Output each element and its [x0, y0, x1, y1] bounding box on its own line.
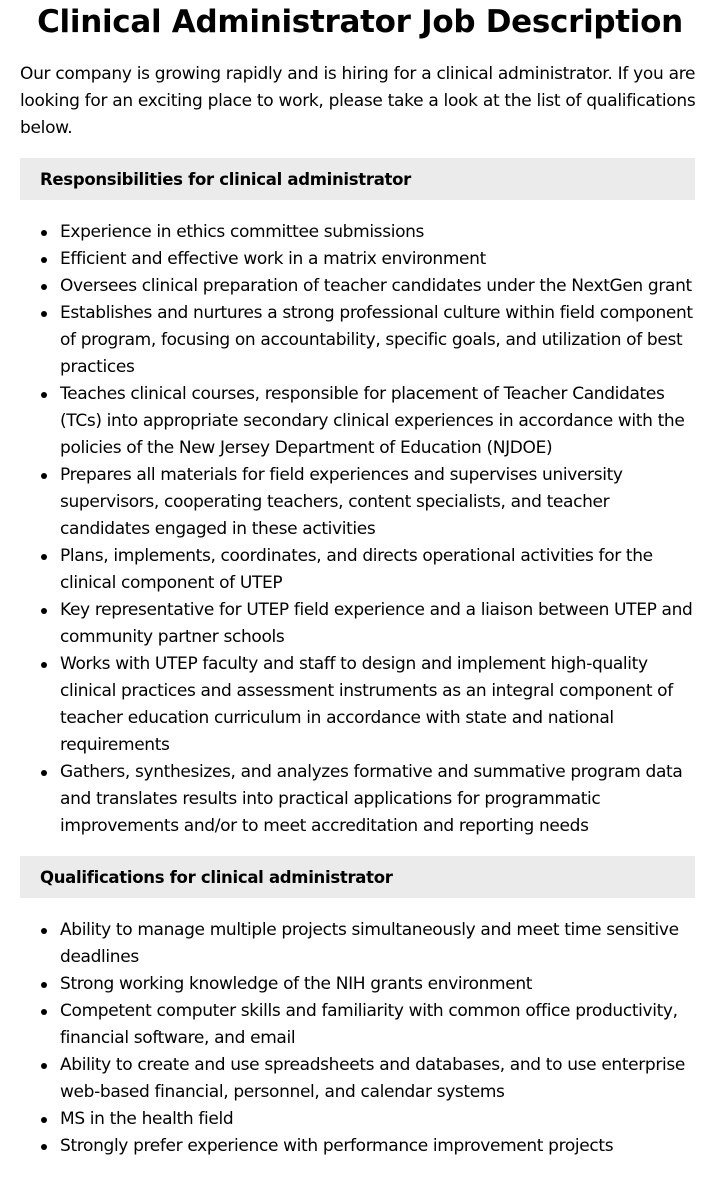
list-item-text: Oversees clinical preparation of teacher candidates under the NextGen grant: [60, 276, 692, 296]
bullet-icon: [41, 257, 47, 263]
list-item-text: Gathers, synthesizes, and analyzes formative and summative program data and translates results into practical applications for programmatic improvements and/or to meet accreditation and reporting needs: [60, 762, 683, 836]
responsibilities-list: [20, 219, 700, 840]
list-item: [20, 1106, 700, 1133]
bullet-icon: [41, 1009, 47, 1015]
bullet-icon: [41, 608, 47, 614]
bullet-icon: [41, 662, 47, 668]
bullet-icon: [41, 284, 47, 290]
list-item: [20, 759, 700, 840]
bullet-icon: [41, 311, 47, 317]
list-item: [20, 1052, 700, 1106]
list-item-text: Strong working knowledge of the NIH grants environment: [60, 974, 533, 994]
list-item: [20, 219, 700, 246]
responsibilities-heading: Responsibilities for clinical administrator: [20, 158, 695, 200]
list-item-text: Teaches clinical courses, responsible for placement of Teacher Candidates (TCs) into appropriate secondary clinical experiences in accordance with the policies of the New Jersey Department of Education (NJDOE): [60, 384, 685, 458]
list-item-text: Efficient and effective work in a matrix environment: [60, 249, 486, 269]
list-item-text: Strongly prefer experience with performance improvement projects: [60, 1136, 614, 1156]
bullet-icon: [41, 1117, 47, 1123]
bullet-icon: [41, 392, 47, 398]
list-item-text: Establishes and nurtures a strong professional culture within field component of program, focusing on accountability, specific goals, and utilization of best practices: [60, 303, 693, 377]
list-item-text: Ability to create and use spreadsheets and databases, and to use enterprise web-based financial, personnel, and calendar systems: [60, 1055, 685, 1102]
list-item: [20, 381, 700, 462]
list-item: [20, 462, 700, 543]
list-item: [20, 597, 700, 651]
list-item-text: Works with UTEP faculty and staff to design and implement high-quality clinical practices and assessment instruments as an integral component of teacher education curriculum in accordance with state and national requirements: [60, 654, 673, 755]
page-title: Clinical Administrator Job Description: [37, 4, 683, 40]
list-item-text: Ability to manage multiple projects simultaneously and meet time sensitive deadlines: [60, 920, 679, 967]
bullet-icon: [41, 473, 47, 479]
list-item: [20, 273, 700, 300]
list-item: [20, 971, 700, 998]
list-item-text: Plans, implements, coordinates, and directs operational activities for the clinical component of UTEP: [60, 546, 653, 593]
list-item: [20, 651, 700, 759]
bullet-icon: [41, 770, 47, 776]
bullet-icon: [41, 230, 47, 236]
bullet-icon: [41, 1144, 47, 1150]
list-item: [20, 1133, 700, 1160]
list-item-text: Prepares all materials for field experiences and supervises university supervisors, cooperating teachers, content specialists, and teacher candidates engaged in these activities: [60, 465, 623, 539]
list-item-text: Key representative for UTEP field experience and a liaison between UTEP and community partner schools: [60, 600, 693, 647]
list-item-text: Experience in ethics committee submissions: [60, 222, 425, 242]
list-item: [20, 300, 700, 381]
list-item: [20, 246, 700, 273]
intro-paragraph: Our company is growing rapidly and is hiring for a clinical administrator. If you are looking for an exciting place to work, please take a look at the list of qualifications below.: [20, 64, 696, 138]
list-item-text: MS in the health field: [60, 1109, 234, 1129]
bullet-icon: [41, 554, 47, 560]
list-item: [20, 998, 700, 1052]
qualifications-heading: Qualifications for clinical administrator: [20, 856, 695, 898]
qualifications-list: [20, 917, 700, 1160]
bullet-icon: [41, 928, 47, 934]
bullet-icon: [41, 982, 47, 988]
list-item: [20, 917, 700, 971]
list-item: [20, 543, 700, 597]
bullet-icon: [41, 1063, 47, 1069]
list-item-text: Competent computer skills and familiarity with common office productivity, financial software, and email: [60, 1001, 678, 1048]
